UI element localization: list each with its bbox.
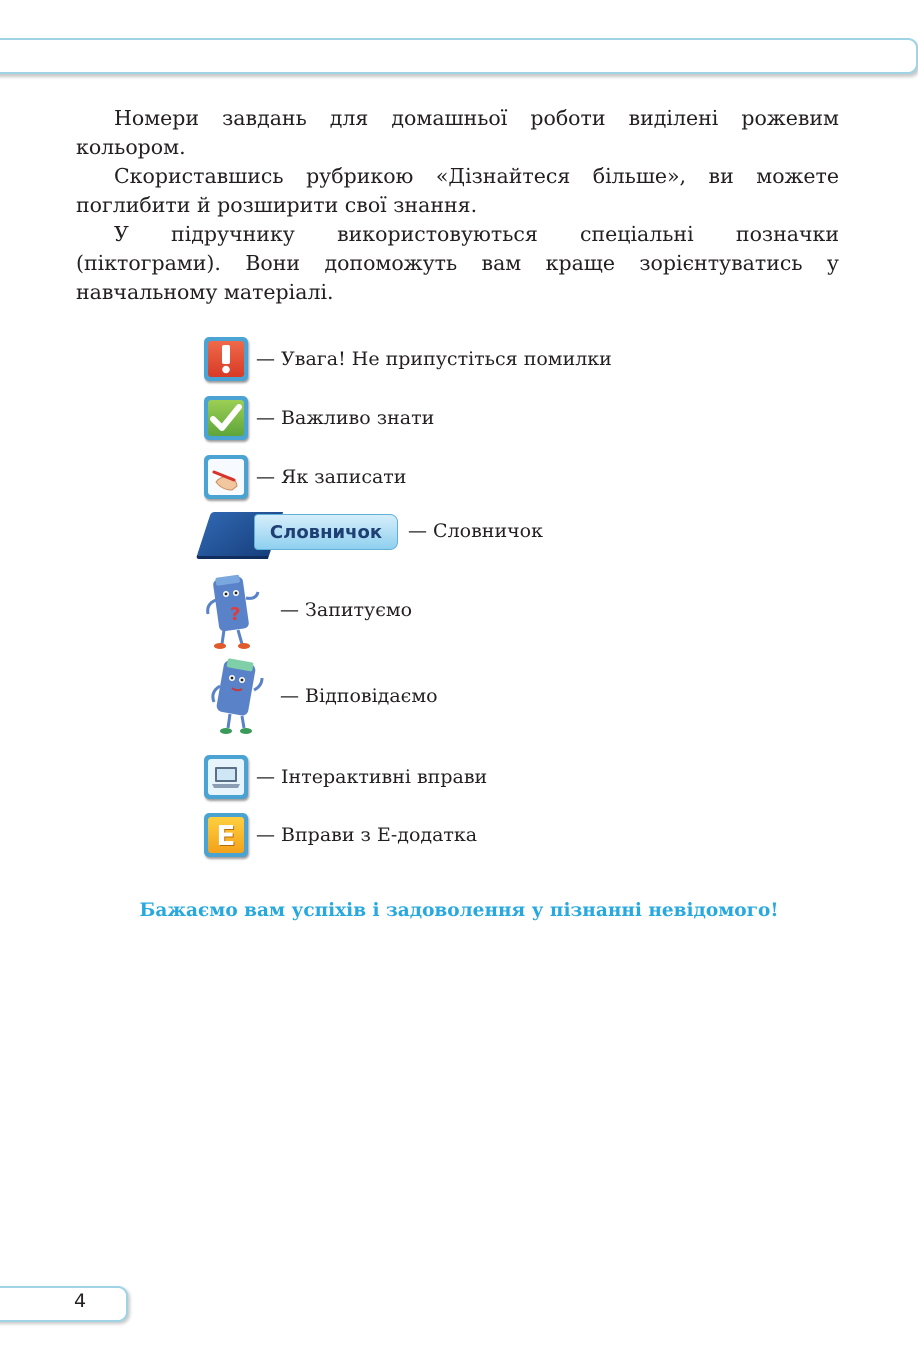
legend-item-e-supplement <box>204 813 477 857</box>
svg-text:?: ? <box>230 604 241 625</box>
dictionary-badge-text: Словничок <box>254 514 398 550</box>
answer-mascot-icon <box>202 656 268 736</box>
legend-label-interactive: — Інтерактивні вправи <box>256 766 488 788</box>
legend-item-warning <box>204 337 612 381</box>
legend-label-how-to-write: — Як записати <box>256 466 407 488</box>
top-header-bar <box>0 38 918 74</box>
legend-label-dictionary: — Словничок <box>408 520 543 542</box>
laptop-icon <box>204 755 248 799</box>
legend-label-asking: — Запитуємо <box>280 599 413 621</box>
legend-item-how-to-write <box>204 455 406 499</box>
question-mascot-icon <box>202 570 268 650</box>
paragraph-homework: Номери завдань для домашньої роботи виділені рожевим кольором. <box>76 106 839 159</box>
legend-label-important: — Важливо знати <box>256 407 435 429</box>
page-number: 4 <box>74 1290 87 1312</box>
e-letter-icon <box>204 813 248 857</box>
legend-item-dictionary <box>204 512 543 558</box>
legend-item-interactive <box>204 755 487 799</box>
checkmark-icon <box>204 396 248 440</box>
legend-label-answering: — Відповідаємо <box>280 685 438 707</box>
paragraph-pictograms: У підручнику використовуються спеціальні позначки (піктограми). Вони допоможуть вам краще зорієнтуватись у навчальному матеріалі. <box>76 222 839 304</box>
exclamation-icon <box>204 337 248 381</box>
closing-wish: Бажаємо вам успіхів і задоволення у пізнанні невідомого! <box>139 900 779 921</box>
intro-text <box>76 104 839 307</box>
legend-item-answering <box>202 656 438 736</box>
hand-pen-icon <box>204 455 248 499</box>
dictionary-book-icon <box>204 512 400 558</box>
legend-label-warning: — Увага! Не припустіться помилки <box>256 348 612 370</box>
page-number-tab <box>0 1286 128 1322</box>
e-letter: E <box>216 818 236 852</box>
legend-label-e-supplement: — Вправи з Е-додатка <box>256 824 478 846</box>
paragraph-learn-more: Скориставшись рубрикою «Дізнайтеся більше», ви можете поглибити й розширити свої знання. <box>76 164 839 217</box>
legend-item-important <box>204 396 434 440</box>
legend-item-asking <box>202 570 412 650</box>
